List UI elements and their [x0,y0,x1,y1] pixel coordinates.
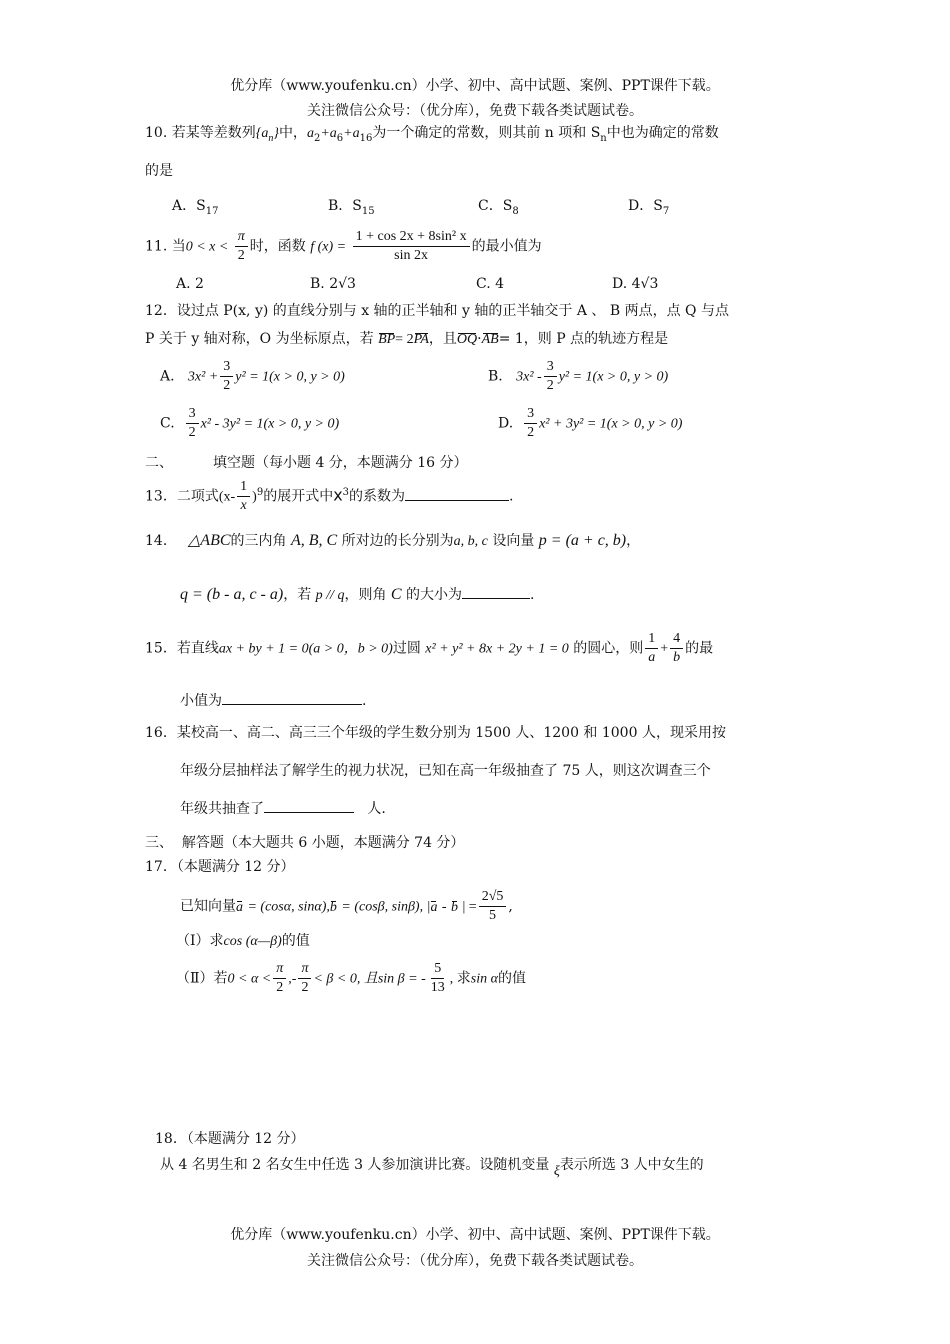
question-16-line-3: 年级共抽查了 人. [180,801,386,817]
question-13: 13．二项式(x- $\frac{1}{x}$ )$^9$的展开式中$x^3$的系数为 . [145,479,514,513]
question-18-body: 从 4 名男生和 2 名女生中任选 3 人参加演讲比赛。设随机变量 ξ表示所选 3 人中女生的 [160,1157,704,1179]
section-3-heading: 三、 解答题（本大题共 6 小题，本题满分 74 分） [145,835,465,851]
question-15-line-1: 15．若直线ax + by + 1 = 0(a > 0，b > 0)过圆 x² + y² + 8x + 2y + 1 = 0 的圆心，则 $\frac{1}{a}$ + $\frac{4}{b}$ 的最 [145,631,714,665]
question-11: 11. 当0 < x < $\frac{\pi}{2}$ 时，函数 f (x) = $\frac{\text{1 + cos 2x + 8sin² x}}{\sin 2x}$ 的最小值为 [145,229,542,263]
option-c: C．$S_8$ [478,198,519,217]
header-line-1: 优分库（www.youfenku.cn）小学、初中、高中试题、案例、PPT课件下载。 [230,78,720,94]
option-b: B. 3x² - $\frac{3}{2}$ y² = 1(x > 0, y > 0) [488,359,669,393]
question-10-line-2: 的是 [145,163,173,179]
question-16-line-1: 16．某校高一、高二、高三三个年级的学生数分别为 1500 人、1200 和 1000 人，现采用按 [145,725,726,741]
option-a: A．$S_{17}$ [172,198,219,217]
option-a: A. 3x² + $\frac{3}{2}$ y² = 1(x > 0, y > 0) [160,359,345,393]
function-fraction: $\frac{\text{1 + cos 2x + 8sin² x}}{\sin 2x}$ [353,228,470,265]
option-a: A. 2 [176,276,204,292]
vector-oq: OQ [456,332,478,347]
answer-blank[interactable] [405,500,509,501]
vector-pa: PA [413,332,429,347]
question-14-line-1b: △ABC的三内角 A, B, C 所对边的长分别为a, b, c 设向量 p = (a + c, b)， [188,532,641,549]
question-14-line-2: q = (b - a, c - a)，若 p // q，则角 C 的大小为 . [180,586,535,603]
question-15-line-2: 小值为 . [180,693,367,709]
answer-blank[interactable] [222,704,362,705]
option-d: D. $\frac{3}{2}$ x² + 3y² = 1(x > 0, y > 0) [498,406,683,440]
pi-over-2-fraction: $\frac{\pi}{2}$ [235,228,248,265]
question-12-line-1: 12．设过点 P(x, y) 的直线分别与 x 轴的正半轴和 y 轴的正半轴交于 A 、 B 两点，点 Q 与点 [145,303,729,319]
option-c: C. $\frac{3}{2}$ x² - 3y² = 1(x > 0, y > 0) [160,406,340,440]
question-18-heading: 18．（本题满分 12 分） [155,1131,305,1147]
section-2-heading: 二、 填空题（每小题 4 分，本题满分 16 分） [145,455,468,471]
question-16-line-2: 年级分层抽样法了解学生的视力状况，已知在高一年级抽查了 75 人，则这次调查三个 [180,763,711,779]
question-10-line-1: 10. 若某等差数列$\{a_n\}$中，$a_2+a_6+a_{16}$为一个确定的常数，则其前 n 项和 $S_n$中也为确定的常数 [145,125,719,144]
vector-bp: BP [378,332,396,347]
option-d: D. 4√3 [612,276,659,292]
option-d: D．$S_7$ [628,198,670,217]
option-b: B. 2√3 [310,276,356,292]
footer-line-2: 关注微信公众号：（优分库），免费下载各类试题试卷。 [307,1253,643,1269]
question-17-part-2: （Ⅱ）若0 < α < $\frac{\pi}{2}$ ,- $\frac{\pi}{2}$ < β < 0, 且sin β = - $\frac{5}{13}$ , 求sin α的值 [176,961,526,995]
question-14-line-1: 14． [145,533,177,549]
vector-ab: AB [481,332,499,347]
footer-line-1: 优分库（www.youfenku.cn）小学、初中、高中试题、案例、PPT课件下载。 [230,1227,720,1243]
answer-blank[interactable] [264,812,354,813]
answer-blank[interactable] [462,598,530,599]
option-b: B．$S_{15}$ [328,198,375,217]
question-17-part-1: （Ⅰ）求cos (α—β)的值 [176,933,310,949]
option-c: C. 4 [476,276,505,292]
question-17-heading: 17．（本题满分 12 分） [145,859,295,875]
question-17-given: 已知向量a = (cosα, sinα),b = (cosβ, sinβ), |a - b | = $\frac{2√5}{5}$ , [180,889,513,923]
header-line-2: 关注微信公众号：（优分库），免费下载各类试题试卷。 [307,103,643,119]
question-12-line-2: P 关于 y 轴对称，O 为坐标原点，若 BP= 2PA，且OQ·AB= 1，则 P 点的轨迹方程是 [145,331,669,347]
